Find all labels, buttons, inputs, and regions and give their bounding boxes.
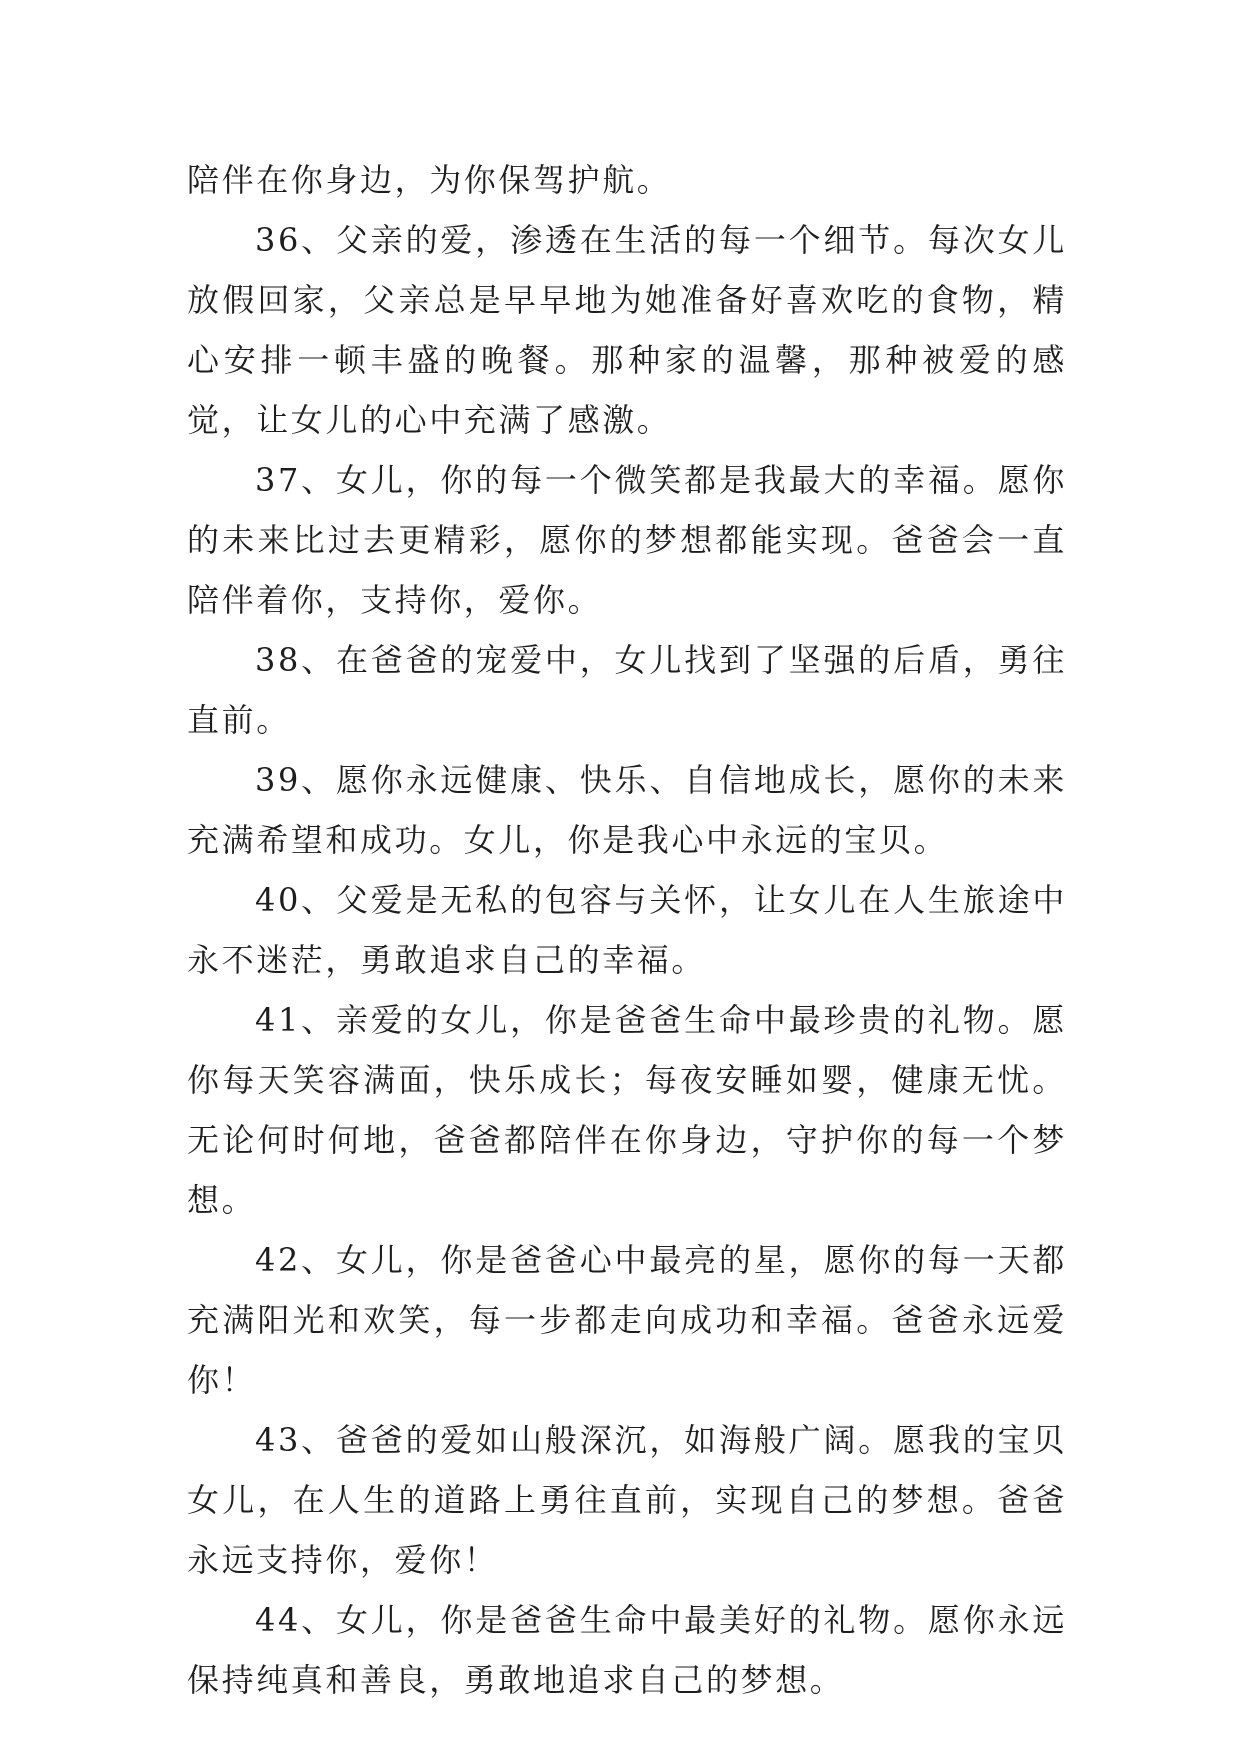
paragraph-40: 40、父爱是无私的包容与关怀，让女儿在人生旅途中永不迷茫，勇敢追求自己的幸福。 [187,881,1067,979]
paragraph-39: 39、愿你永远健康、快乐、自信地成长，愿你的未来充满希望和成功。女儿，你是我心中永远的宝贝。 [187,761,1067,859]
paragraph-37: 37、女儿，你的每一个微笑都是我最大的幸福。愿你的未来比过去更精彩，愿你的梦想都能实现。爸爸会一直陪伴着你，支持你，爱你。 [187,461,1067,619]
paragraph-42: 42、女儿，你是爸爸心中最亮的星，愿你的每一天都充满阳光和欢笑，每一步都走向成功和幸福。爸爸永远爱你！ [187,1241,1067,1399]
paragraph-43: 43、爸爸的爱如山般深沉，如海般广阔。愿我的宝贝女儿，在人生的道路上勇往直前，实现自己的梦想。爸爸永远支持你，爱你！ [187,1421,1067,1579]
document-body [187,150,1067,1710]
paragraph-36: 36、父亲的爱，渗透在生活的每一个细节。每次女儿放假回家，父亲总是早早地为她准备好喜欢吃的食物，精心安排一顿丰盛的晚餐。那种家的温馨，那种被爱的感觉，让女儿的心中充满了感激。 [187,221,1067,439]
paragraph-44: 44、女儿，你是爸爸生命中最美好的礼物。愿你永远保持纯真和善良，勇敢地追求自己的梦想。 [187,1601,1067,1699]
paragraph-41: 41、亲爱的女儿，你是爸爸生命中最珍贵的礼物。愿你每天笑容满面，快乐成长；每夜安睡如婴，健康无忧。无论何时何地，爸爸都陪伴在你身边，守护你的每一个梦想。 [187,1001,1067,1219]
paragraph-continued: 陪伴在你身边，为你保驾护航。 [187,161,672,199]
paragraph-38: 38、在爸爸的宠爱中，女儿找到了坚强的后盾，勇往直前。 [187,641,1067,739]
